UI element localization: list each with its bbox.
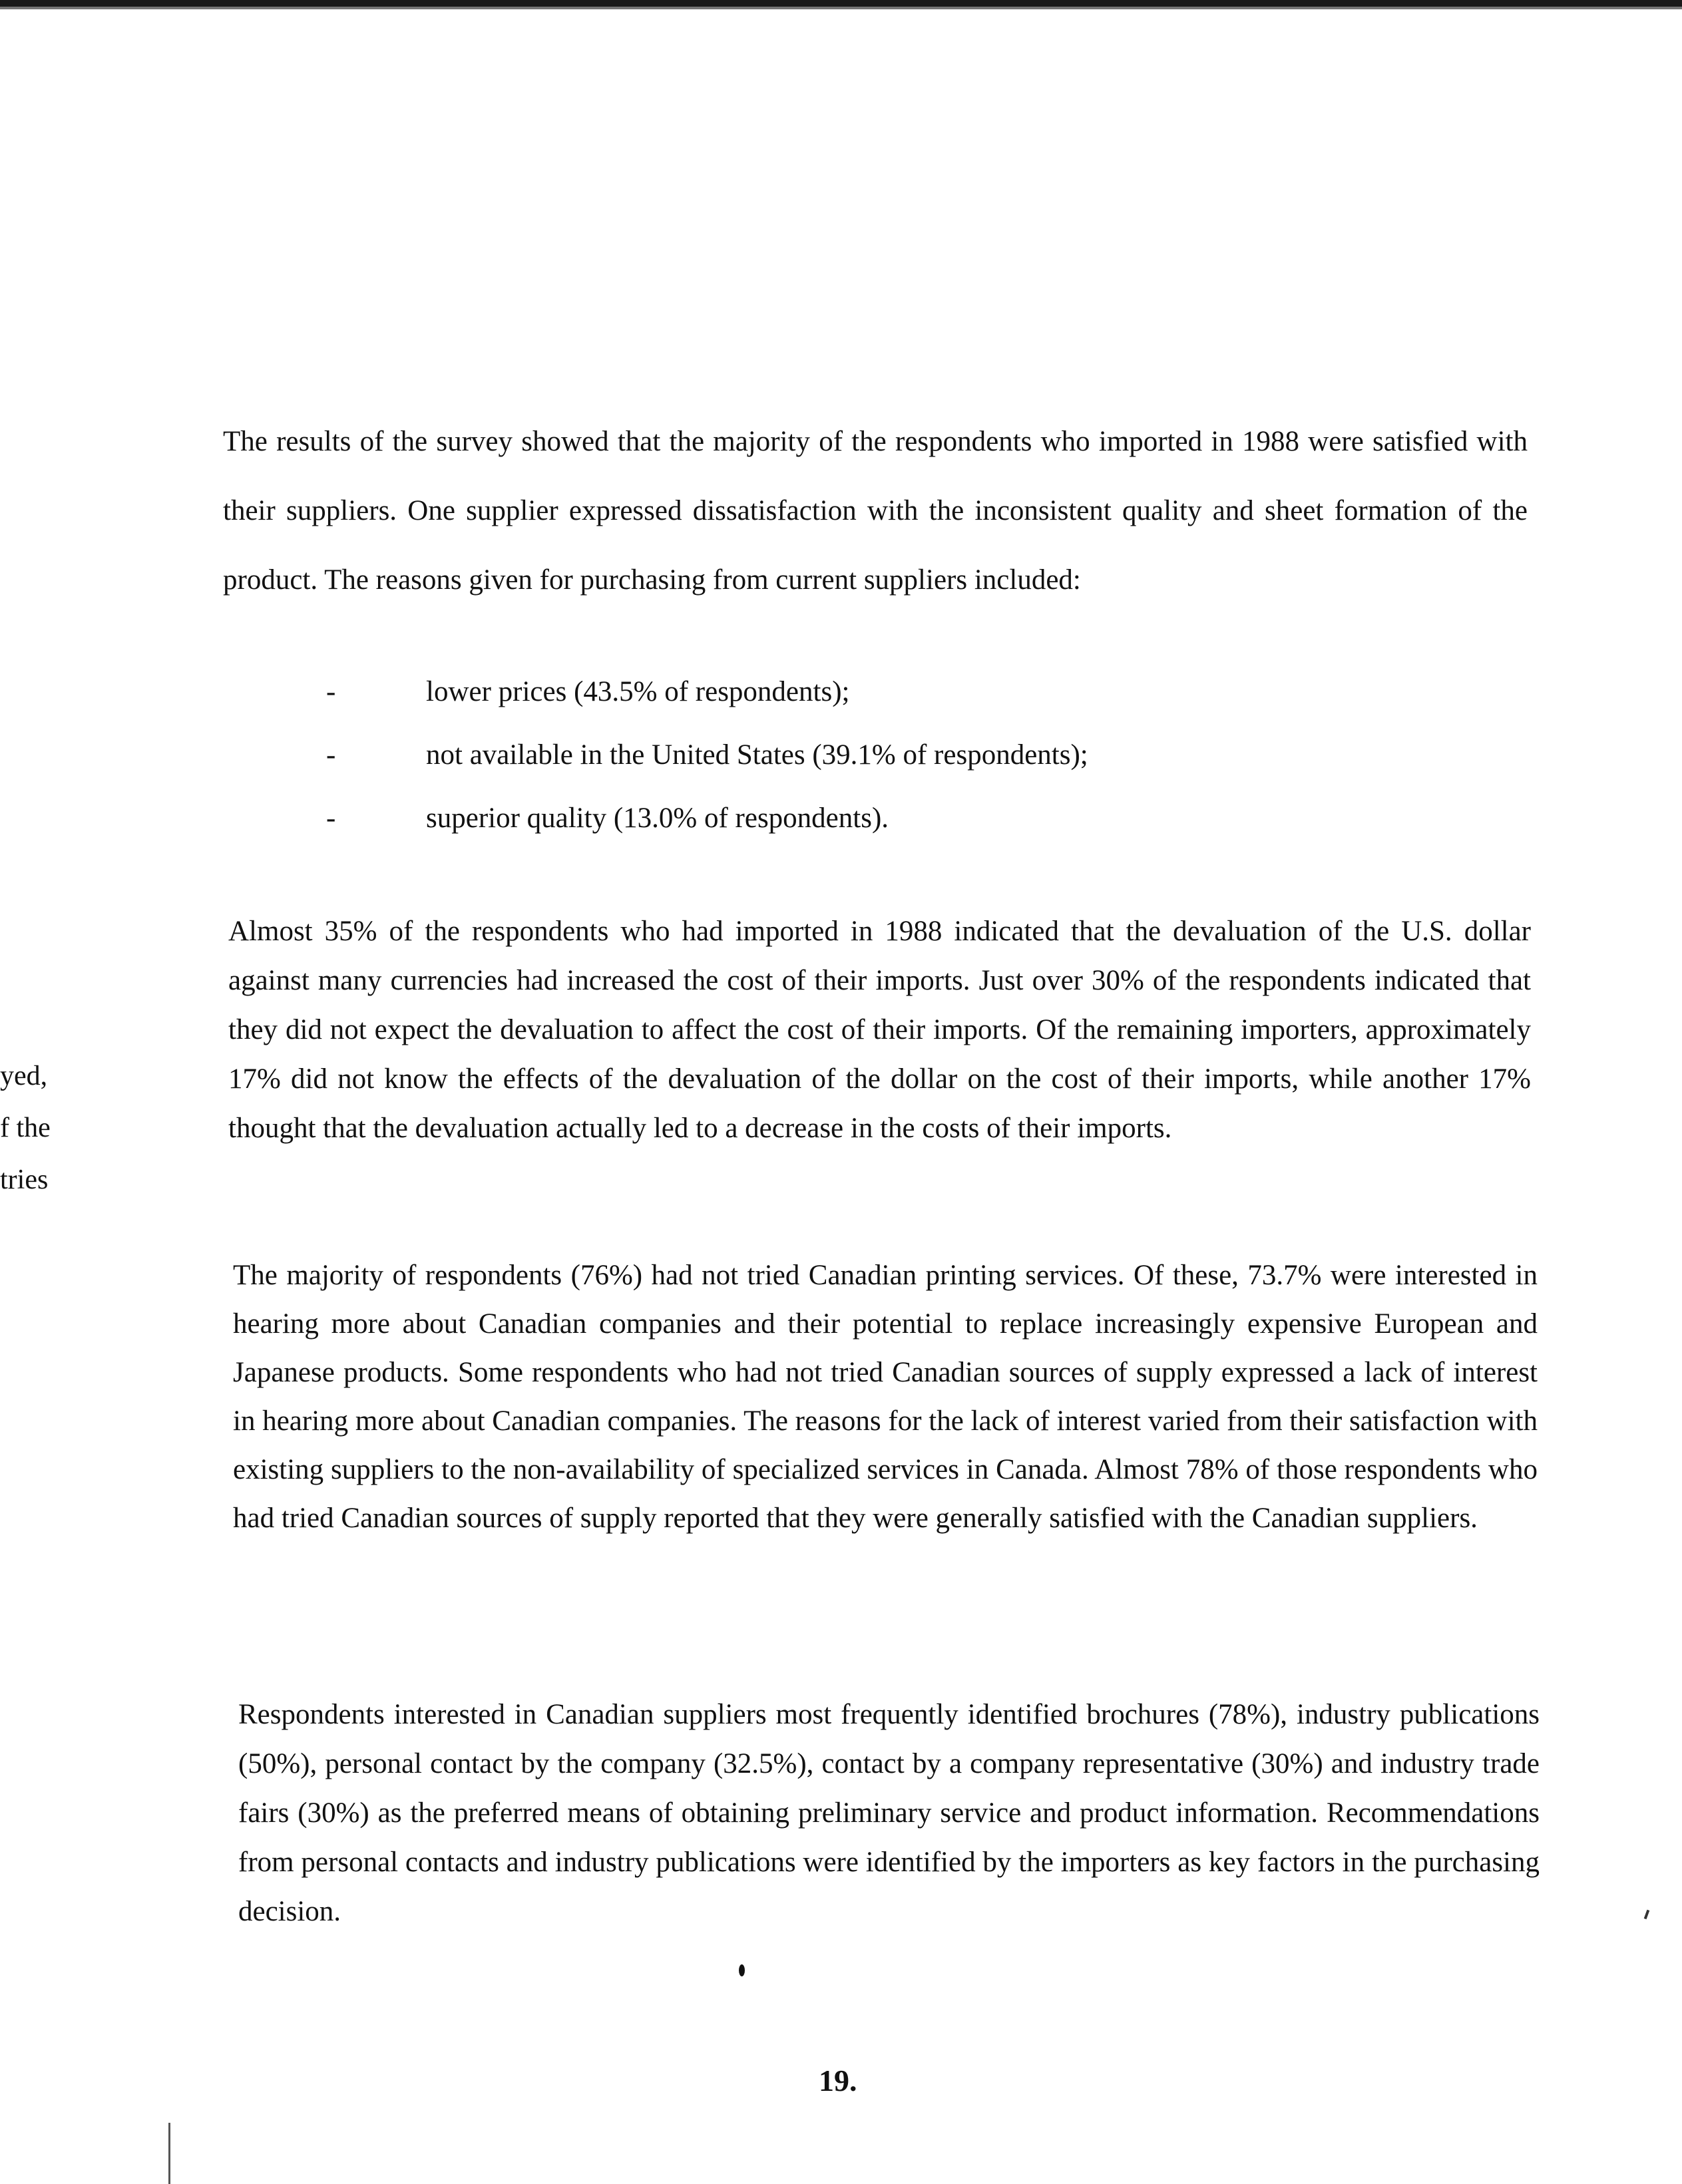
reason-item xyxy=(326,802,1325,835)
stray-mark xyxy=(739,1964,745,1976)
scan-artifact xyxy=(168,2123,170,2184)
stray-mark xyxy=(1644,1910,1650,1920)
margin-fragment: f the xyxy=(0,1113,51,1143)
scan-top-edge-shadow xyxy=(0,7,1682,9)
reason-marker: - xyxy=(326,676,336,707)
paragraph-devaluation: Almost 35% of the respondents who had imported in 1988 indicated that the devaluation of the U.S. dollar against many currencies had increased the cost of their imports. Just over 30% of the respondents indicated that they did not expect the devaluation to affect the cost of their imports. Of the remaining importers, approximately 17% did not know the effects of the devaluation of the dollar on the cost of their imports, while another 17% thought that the devaluation actually led to a decrease in the costs of their imports. xyxy=(228,916,1531,1144)
paragraph-canadian-services: The majority of respondents (76%) had not tried Canadian printing services. Of these, 73.7% were interested in hearing more about Canadian companies and their potential to replace increasingly expensive European and Japanese products. Some respondents who had not tried Canadian sources of supply expressed a lack of interest in hearing more about Canadian companies. The reasons for the lack of interest varied from their satisfaction with existing suppliers to the non-availability of specialized services in Canada. Almost 78% of those respondents who had tried Canadian sources of supply reported that they were generally satisfied with the Canadian suppliers. xyxy=(233,1260,1538,1534)
reason-marker: - xyxy=(326,739,336,771)
page-number: 19. xyxy=(819,2064,857,2097)
reason-text: not available in the United States (39.1% of respondents); xyxy=(426,739,1088,771)
margin-fragment: tries xyxy=(0,1165,49,1195)
reason-item xyxy=(326,675,1325,709)
reason-item xyxy=(326,739,1325,772)
reason-text: lower prices (43.5% of respondents); xyxy=(426,676,850,707)
reason-marker: - xyxy=(326,803,336,834)
margin-fragment: yed, xyxy=(0,1061,48,1091)
reason-text: superior quality (13.0% of respondents). xyxy=(426,803,889,834)
paragraph-supplier-satisfaction: The results of the survey showed that the majority of the respondents who imported in 1988 were satisfied with their suppliers. One supplier expressed dissatisfaction with the inconsistent quality and sheet formation of the product. The reasons given for purchasing from current suppliers included: xyxy=(223,426,1528,596)
scan-top-edge xyxy=(0,0,1682,7)
paragraph-information-sources: Respondents interested in Canadian suppliers most frequently identified brochures (78%), industry publications (50%), personal contact by the company (32.5%), contact by a company representative (30%) and industry trade fairs (30%) as the preferred means of obtaining preliminary service and product information. Recommendations from personal contacts and industry publications were identified by the importers as key factors in the purchasing decision. xyxy=(238,1699,1540,1927)
